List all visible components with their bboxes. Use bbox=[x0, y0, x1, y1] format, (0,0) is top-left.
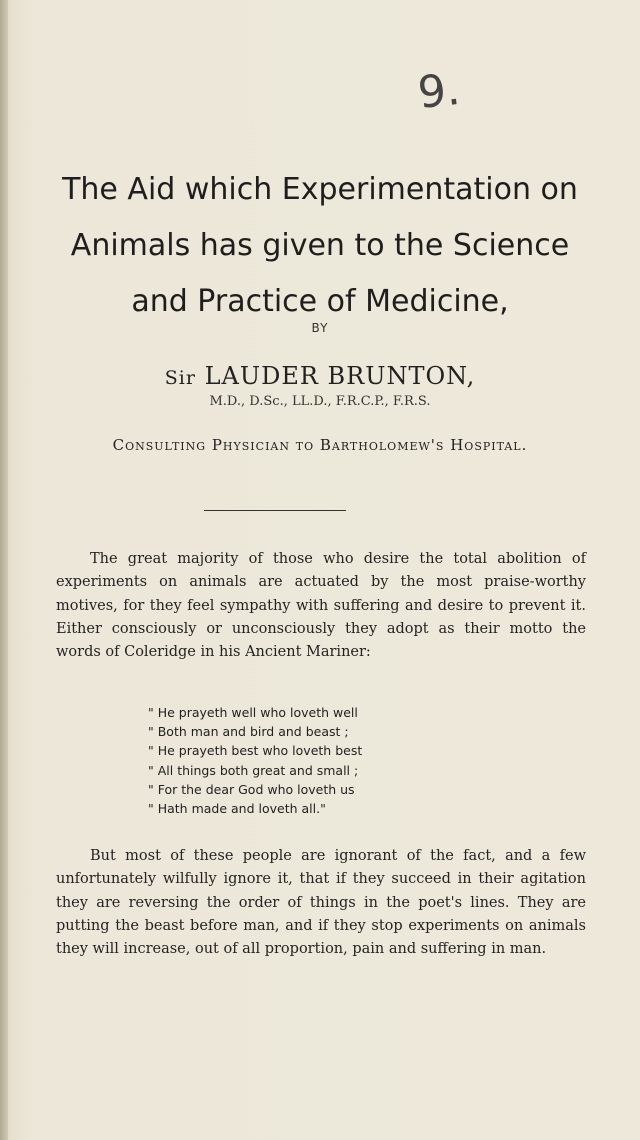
paragraph-1: The great majority of those who desire the total abolition of experiments on animals are actuated by the most praise-worthy motives, for they feel sympathy with suffering and desire to prevent it. Either consciously or unconsciously they adopt as their motto the words of Coleridge in his Ancient Mariner: bbox=[56, 551, 586, 661]
poem-line: " For the dear God who loveth us bbox=[148, 781, 355, 797]
title-line-1: The Aid which Experimentation on bbox=[62, 172, 578, 207]
author-degrees: M.D., D.Sc., LL.D., F.R.C.P., F.R.S. bbox=[209, 394, 431, 409]
poem-line: " Hath made and loveth all." bbox=[148, 801, 326, 817]
title-line-2: Animals has given to the Science bbox=[70, 228, 570, 263]
byline: BY bbox=[311, 321, 329, 335]
author-honorific: Sir bbox=[164, 367, 196, 389]
poem-line: " Both man and bird and beast ; bbox=[148, 724, 349, 740]
poem-line: " All things both great and small ; bbox=[148, 762, 359, 778]
author-affiliation: Consulting Physician to Bartholomew's Hospital. bbox=[112, 436, 528, 454]
paragraph-2: But most of these people are ignorant of the fact, and a few unfortunately wilfully ignore it, that if they succeed in their agitation they are reversing the order of things in the poet's lines. They are putting the beast before man, and if they stop experiments on animals they will increase, out of all proportion, pain and suffering in man. bbox=[56, 848, 586, 958]
poem-quote bbox=[148, 703, 362, 818]
handwritten-shelfmark: 9. bbox=[415, 63, 463, 119]
document-title bbox=[0, 162, 640, 330]
author-name bbox=[0, 362, 640, 390]
title-line-3: and Practice of Medicine, bbox=[131, 284, 509, 319]
poem-line: " He prayeth well who loveth well bbox=[148, 705, 358, 720]
author-surname: LAUDER BRUNTON, bbox=[204, 362, 476, 390]
poem-line: " He prayeth best who loveth best bbox=[148, 743, 363, 759]
section-divider bbox=[204, 510, 346, 511]
